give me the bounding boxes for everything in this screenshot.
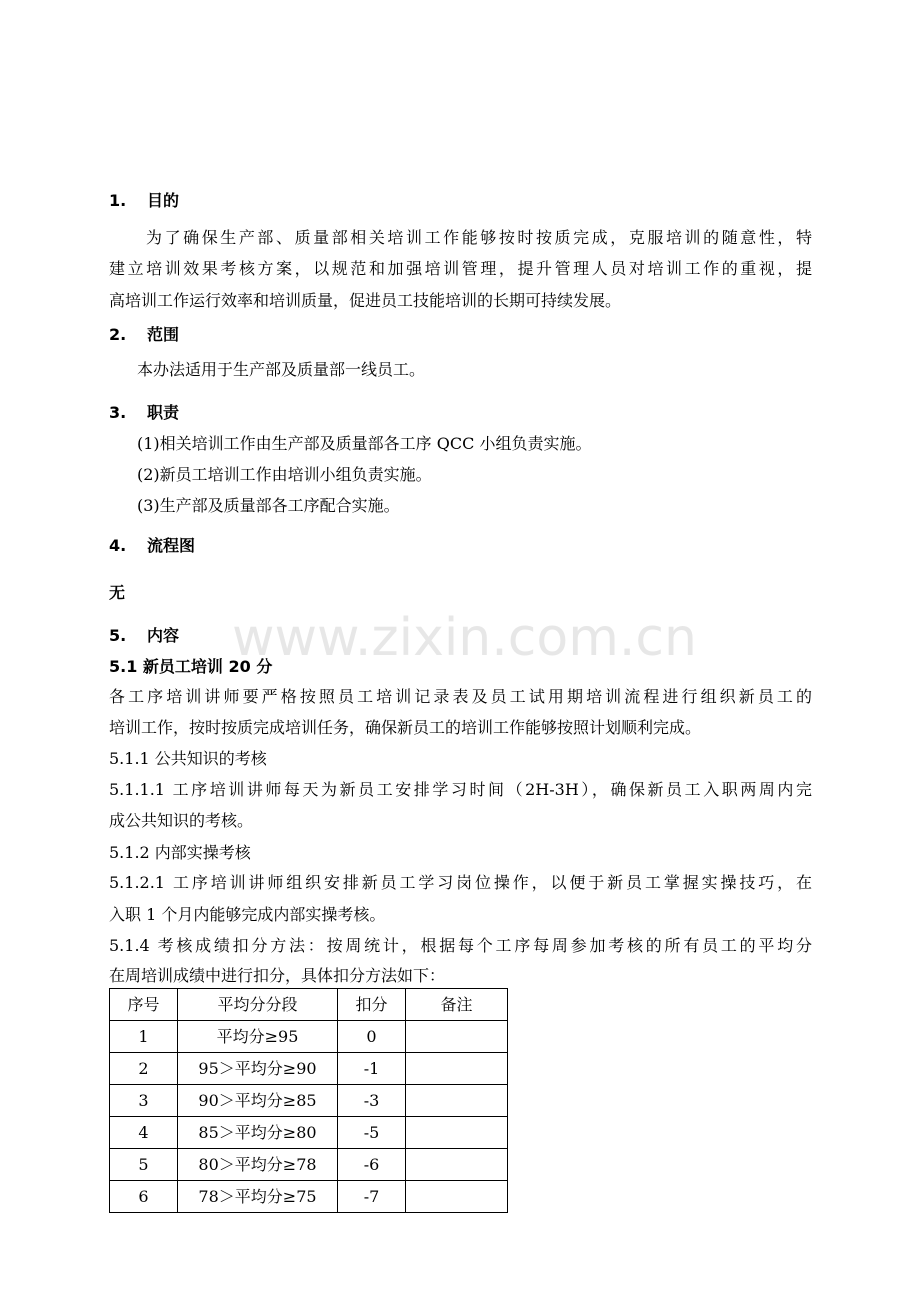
table-cell: 1 [110,1021,178,1053]
table-cell [406,1117,508,1149]
section-title: 流程图 [147,536,196,555]
table-cell: -6 [338,1149,406,1181]
paragraph-line: 本办法适用于生产部及质量部一线员工。 [137,360,426,379]
table-header-row [110,989,508,1021]
section-title: 目的 [147,191,180,210]
section-number: 3. [109,403,127,422]
table-cell: -1 [338,1053,406,1085]
table-cell: 0 [338,1021,406,1053]
table-cell: -3 [338,1085,406,1117]
table-cell: 6 [110,1181,178,1213]
paragraph-line: 在周培训成绩中进行扣分，具体扣分方法如下： [109,966,446,985]
table-row [110,1021,508,1053]
table-cell [406,1053,508,1085]
table-cell: 78＞平均分≥75 [178,1181,338,1213]
subsection-heading: 5.1 新员工培训 20 分 [109,657,273,676]
table-row [110,1085,508,1117]
section-number: 5. [109,626,127,645]
paragraph-line: 入职 1 个月内能够完成内部实操考核。 [109,905,386,924]
table-cell: 5 [110,1149,178,1181]
table-cell: 80＞平均分≥78 [178,1149,338,1181]
flowchart-content: 无 [109,583,126,602]
table-row [110,1181,508,1213]
table-header-cell: 扣分 [338,989,406,1021]
section-number: 1. [109,191,127,210]
section-title: 内容 [147,626,180,645]
section-number: 4. [109,536,127,555]
table-header-cell: 序号 [110,989,178,1021]
table-cell: 95＞平均分≥90 [178,1053,338,1085]
paragraph-line: 高培训工作运行效率和培训质量，促进员工技能培训的长期可持续发展。 [109,291,622,310]
table-cell [406,1085,508,1117]
section-1-heading [109,191,179,211]
duty-item: (3)生产部及质量部各工序配合实施。 [137,496,400,515]
table-cell [406,1149,508,1181]
section-5-heading [109,626,179,646]
paragraph-line: 5.1.2 内部实操考核 [109,843,251,862]
table-cell: 3 [110,1085,178,1117]
table-cell: -5 [338,1117,406,1149]
paragraph-line: 成公共知识的考核。 [109,811,254,830]
table-cell: 4 [110,1117,178,1149]
table-header-cell: 平均分分段 [178,989,338,1021]
paragraph-line: 5.1.2.1 工序培训讲师组织安排新员工学习岗位操作，以便于新员工掌握实操技巧，在 [109,873,812,892]
table-row [110,1149,508,1181]
duty-item: (2)新员工培训工作由培训小组负责实施。 [137,465,432,484]
paragraph-line: 建立培训效果考核方案，以规范和加强培训管理，提升管理人员对培训工作的重视，提 [109,259,812,278]
section-3-heading [109,403,179,423]
section-number: 2. [109,325,127,344]
table-cell: 平均分≥95 [178,1021,338,1053]
section-title: 职责 [147,403,180,422]
table-cell: -7 [338,1181,406,1213]
watermark: www.zixin.com.cn [232,608,697,668]
table-row [110,1117,508,1149]
paragraph-line: 为了确保生产部、质量部相关培训工作能够按时按质完成，克服培训的随意性，特 [146,228,812,247]
score-deduction-table [109,988,508,1213]
paragraph-line: 5.1.1 公共知识的考核 [109,749,267,768]
duty-item: (1)相关培训工作由生产部及质量部各工序 QCC 小组负责实施。 [137,434,592,453]
paragraph-line: 各工序培训讲师要严格按照员工培训记录表及员工试用期培训流程进行组织新员工的 [109,687,812,706]
table-row [110,1053,508,1085]
section-title: 范围 [147,325,180,344]
table-cell [406,1021,508,1053]
paragraph-line: 5.1.1.1 工序培训讲师每天为新员工安排学习时间（2H-3H），确保新员工入职两周内完 [109,780,812,799]
section-4-heading [109,536,195,556]
table-header-cell: 备注 [406,989,508,1021]
table-cell: 90＞平均分≥85 [178,1085,338,1117]
table-cell [406,1181,508,1213]
table-cell: 2 [110,1053,178,1085]
paragraph-line: 培训工作，按时按质完成培训任务，确保新员工的培训工作能够按照计划顺利完成。 [109,718,702,737]
paragraph-line: 5.1.4 考核成绩扣分方法：按周统计，根据每个工序每周参加考核的所有员工的平均分 [109,936,812,955]
table-cell: 85＞平均分≥80 [178,1117,338,1149]
section-2-heading [109,325,179,345]
